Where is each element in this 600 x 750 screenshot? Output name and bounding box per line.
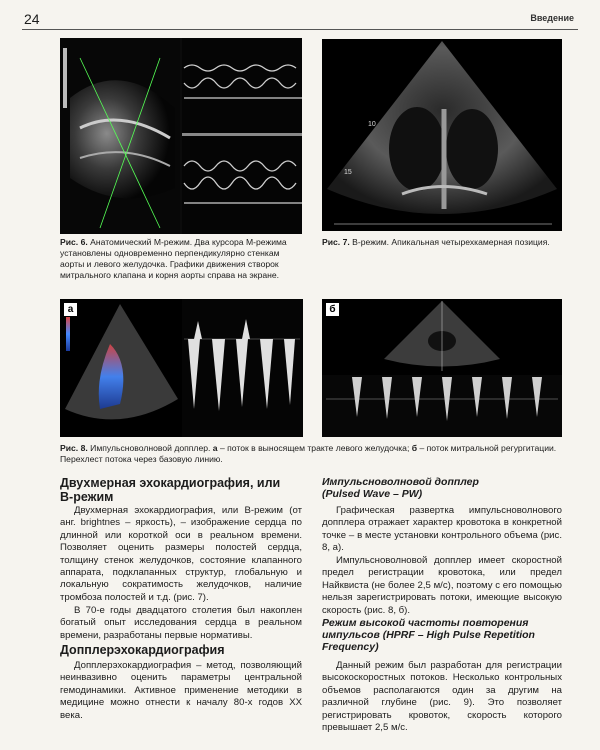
m-mode-ultrasound [60, 38, 302, 234]
heading-b-mode: Двухмерная эхокардиография, или В-режим [60, 476, 281, 504]
panel-label-a: а [64, 303, 77, 316]
b-mode-four-chamber [322, 39, 562, 231]
heading-pulsed-wave: Импульсноволновой допплер (Pulsed Wave – PW) [322, 476, 479, 500]
figure-7-image [322, 39, 562, 231]
figure-8-caption: Рис. 8. Импульсноволновой допплер. а – поток в выносящем тракте левого желудочка; б – поток митральной регургитации. Перехлест потока через базовую линию. [60, 443, 557, 464]
paragraph-b-mode-1: Двухмерная эхокардиография, или В-режим (от анг. brightnes – яркость), – изображение сердца по длинной или короткой оси в реальном времени. Позволяет оценить размеры полостей сердца, толщину стенок желудочков, состояние клапанного аппарата, подклапанных структур, глобальную и локальную сократимость желудочков, наличие тромбоза полостей и т.д. (рис. 7). [60, 505, 302, 603]
heading-hprf: Режим высокой частоты повторения импульсов (HPRF – High Pulse Repetition Frequency) [322, 617, 535, 653]
paragraph-pulsed-wave-2: Импульсноволновой допплер имеет скоростной предел регистрации кровотока, или предел Найквиста (не более 2,5 м/с), поэтому с его помощью нельзя зарегистрировать потоки, имеющие высокую скорость (рис. 8, б). [322, 555, 562, 616]
figure-8b-image [322, 299, 562, 437]
pw-doppler-lvot [60, 299, 303, 437]
figure-6-caption: Рис. 6. Анатомический М-режим. Два курсора М-режима установлены одновременно перпендикулярно стенкам аорты и левого желудочка. Графики движения створок митрального клапана и корня аорты справа на экране. [60, 237, 287, 280]
figure-8a-image [60, 299, 303, 437]
panel-label-b: б [326, 303, 339, 316]
paragraph-doppler: Допплерэхокардиография – метод, позволяющий неинвазивно оценить параметры центральной гемодинамики. Активное применение методики в медицине можно отнести к началу 80-х годов XX века. [60, 660, 302, 721]
paragraph-hprf: Данный режим был разработан для регистрации высокоскоростных потоков. Несколько контрольных объемов располагаются один за другим на различной глубине (рис. 9). Это позволяет регистрировать кровоток, скорость которого превышает 2,5 м/с. [322, 660, 562, 734]
figure-7-caption: Рис. 7. В-режим. Апикальная четырехкамерная позиция. [322, 237, 550, 247]
heading-doppler: Допплерэхокардиография [60, 643, 225, 657]
running-head: Введение [530, 13, 574, 23]
depth-mark-10: 10 [368, 121, 376, 128]
depth-mark-15: 15 [344, 169, 352, 176]
pw-doppler-mitral [322, 299, 562, 437]
paragraph-pulsed-wave-1: Графическая развертка импульсноволнового допплера отражает характер кровотока в конкретной точке – в месте установки контрольного объема (рис. 8, а). [322, 505, 562, 554]
page-number: 24 [24, 11, 40, 27]
figure-6-image [60, 38, 302, 234]
header-rule [22, 29, 578, 30]
paragraph-b-mode-2: В 70-е годы двадцатого столетия был накоплен богатый опыт исследования сердца в реальном времени, разработаны первые нормативы. [60, 605, 302, 641]
